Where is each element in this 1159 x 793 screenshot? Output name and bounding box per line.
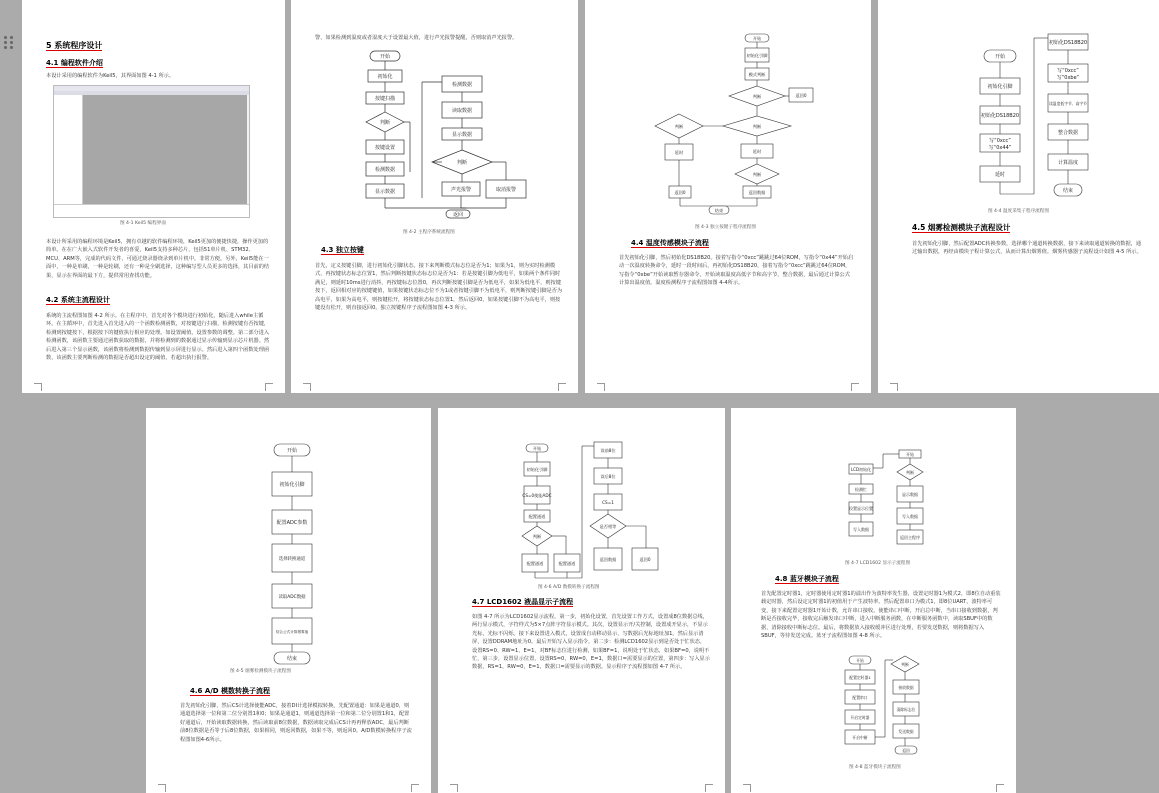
section-heading: 5 系统程序设计 xyxy=(46,41,103,50)
flowchart-label: 结合公式计算烟雾值 xyxy=(275,630,309,634)
subsection-heading: 4.3 独立按键 xyxy=(321,246,364,254)
flowchart-label: 写“0x44” xyxy=(988,145,1012,151)
page-6[interactable] xyxy=(438,408,725,793)
body-text: 首先配置定时器1，定时器使用定时器1的溢出作为波特率发生器，设置定时器1为模式2，即8位自动重装载定时器，然后设定定时器1的初值用于产生波特率。然后配置串口为模式1，即8位UART，波特率可变，接下来配置定时器1开始计数，允许串口接收。使能串口中断，开启总中断，当串口接收到数据，判断是否接收完毕，接收完后触发串口中断，进入中断服务函数，在中断服务函数中，读取SBUF中的数据，清除接收中断标志位。最后，将数据放入接收缓冲区进行处理，若要发送数据，则将数据写入SBUF，等待发送完成。蓝牙子流程图如图 4-8 所示。 xyxy=(761,591,1001,640)
key-flowchart xyxy=(655,30,815,216)
figure-caption: 图 4-6 A/D 数模转换子流程图 xyxy=(538,585,600,590)
flowchart-label: 写入数据 xyxy=(853,527,869,532)
flowchart-label: 延时 xyxy=(752,149,762,154)
flowchart-label: 返回0 xyxy=(795,93,807,98)
figure-caption: 图 4-3 独立按键子程序流程图 xyxy=(695,225,756,230)
flowchart-label: 读前8位 xyxy=(600,448,616,453)
flowchart-label: 初始化引脚 xyxy=(987,84,1013,90)
body-text: 首先初始化引脚，然后初始化DS18B20。接着写指令“0xcc”跳跳过64位ROM，写指令“0x44”开始启动一次温度转换命令，延时一段时间后，再初始化DS18B20，接着写指令“0xcc”跳跳过64位ROM，写指令“0xbe”开始读取暂存器命令，开始读取温度高低字节和高字节，整合数据，最后通过计算公式计算出温度值。温度检测程序子流程图如图 4-4所示。 xyxy=(619,255,854,287)
body-text: 首先，定义按键引脚，进行初始化引脚状态，接下来判断模式标志位是否为1；如果为1，则为实时检测模式，再按键状态标志位置1，然后判断按键状态标志位是否为1：若是按键引脚为低电平，如果两个条件同时满足，则延时10ms进行消抖，再按键标志位置0，再次判断按键引脚是否为低电平，如果为低电平，则按键按下，返回相对应的按键键值，如果按键状态标志位不为1或者按键引脚不为低电平，则判断按键引脚是否为高电平，如果为高电平，则按键松开，将按键状态标志位置1，然后返回0，如果按键引脚不为高电平，则按键没有松开，则直接返回0。独立按键程序子流程图如图 4-3 所示。 xyxy=(315,263,563,312)
flowchart-label: 写“0xcc” xyxy=(989,138,1011,144)
flowchart-label: 发送数据 xyxy=(898,729,914,734)
flowchart-label: 显示数据 xyxy=(902,492,918,497)
flowchart-label: 判断 xyxy=(752,124,762,129)
body-text: 如图 4-7 所示为LCD1602显示流程，第一步，初始化设置，首先设置工作方式，设置成8位数据总线，两行显示模式，字符样式为5×7点阵字符显示模式。其次，设置显示开/关控制，设置成开显示，不显示光标，光标不闪烁。接下来设置进入模式，设置成自动移动显示，写数据后光标地址加1。然后显示清屏，设置DDRAM地址为0。最后开始写入显示指令，第二步：检测LCD1602显示到是否处于忙状态，设置RS=0、RW=1、E=1，对BF标志位进行检测，如果BF=1，说明处于忙状态，如果BF=0，说明不忙，第三步，设置显示位置，设置RS=0，RW=0，E=1，数据口=需要显示的位置，第四步：写入显示数据，RS=1，RW=0，E=1，数据口=需要显示的数据。显示程序子流程图如图 4-7 所示。 xyxy=(472,614,710,671)
flowchart-label: 写“0xbe” xyxy=(1056,75,1080,81)
flowchart-label: 返回0 xyxy=(639,557,651,562)
flowchart-label: 结束 xyxy=(1062,188,1074,194)
flowchart-label: 显示数据 xyxy=(451,132,473,138)
subsection-heading: 4.5 烟雾检测模块子流程设计 xyxy=(912,223,1011,232)
flowchart-label: 判断 xyxy=(752,172,762,177)
flowchart-label: 开始 xyxy=(994,54,1006,60)
flowchart-label: 配置通道 xyxy=(528,514,546,519)
body-text: 系统的主流程图如图 4-2 所示。在主程序中，首先对各个模块进行初始化，随后进入while主循环。在主循环中，首先进入首先进入的一个函数检测函数，对按键进行扫描，检测按键有否按键，检测到按键按下，根据按下的键值执行相应的处理。如设置阈值，设置参数的调整。第二部分进入检测函数，该函数主要通过函数获取的数据，并将检测到的数据通过显示传输到显示芯片机器。然后进入第三个显示函数，该函数将检测到数据传输到显示屏进行显示。然后进入第四个函数处理函数，该函数主要判断检测的数据是否超出设定的阈值，若超出执行报警。 xyxy=(46,313,270,362)
flowchart-label: 开始 xyxy=(906,452,914,457)
flowchart-label: 结束 xyxy=(714,208,724,213)
drag-handle-icon[interactable] xyxy=(4,36,20,48)
adc-flowchart xyxy=(270,442,314,666)
flowchart-label: 声光报警 xyxy=(450,187,472,193)
body-text: 本设计所采用的编程环境是Keil5，拥有卓越的软件编程环境，Keil5更加的便捷快捷，操作更加的简单。在在广大嵌入式软件开发者的喜爱，Keil5支持多种芯片，包括51单片机、STM32、MCU、ARM等，完成的代码文件，可通过烧录器烧录到单片机中。非常方便。另外，Keil5能在一面中，一种是单刷，一种是轮刷，还有一种是全刷选择，这种编写型人员更多的选择，其目前的结果，显示在界面的最下方，提供常用查找功能。 xyxy=(46,239,270,279)
flowchart-label: 开始 xyxy=(286,448,298,454)
flowchart-label: 按键设置 xyxy=(374,145,396,151)
temp-flowchart xyxy=(978,34,1106,206)
flowchart-label: 判断 xyxy=(456,160,468,166)
lcd-flowchart xyxy=(843,450,925,562)
flowchart-label: 判断 xyxy=(752,94,762,99)
bluetooth-flowchart xyxy=(843,656,925,756)
subsection-heading: 4.2 系统主流程设计 xyxy=(46,296,110,304)
flowchart-label: 配置定时器1 xyxy=(849,675,871,680)
flowchart-label: CS=0使能ADC xyxy=(522,493,552,498)
flowchart-label: 初始化DS18B20 xyxy=(980,113,1020,119)
flowchart-label: 初始化引脚 xyxy=(746,53,768,58)
flowchart-label: 写“0xcc” xyxy=(1057,68,1079,74)
flowchart-label: 初始化 xyxy=(377,74,393,80)
flowchart-label: 显示数据 xyxy=(374,189,396,195)
flowchart-label: 取消报警 xyxy=(495,187,517,193)
flowchart-label: 按键扫描 xyxy=(374,96,396,102)
subsection-heading: 4.4 温度传感模块子流程 xyxy=(631,239,709,247)
flowchart-label: 选择转换通道 xyxy=(278,557,306,562)
flowchart-label: 返回 xyxy=(902,748,910,753)
flowchart-label: 配置ADC参数 xyxy=(276,520,308,526)
flowchart-label: 是否相等 xyxy=(599,524,617,529)
flowchart-label: 读取ADC数据 xyxy=(278,595,306,600)
figure-caption: 图 4-7 LCD1602 显示子流程图 xyxy=(845,561,911,566)
figure-caption: 图 4-5 烟雾检测模块子流程图 xyxy=(230,669,291,674)
body-text: 首先初始化引脚，然后CS计选择使能ADC，接着DI计选择模拟转换，先配置通道：如果是通道0，则通道选择第一位和第二位分别置1和0；如果是通道1，则通道选择第一位和第二位分别置1和1，配置好通道后，开始读取数据转换，然后读取前8位数据，数据读取完成后CS计再再释放ADC，最后判断前8位数据是否等于后8位数据，如果相同，则返回数据，如果不等，则返回0。A/D数模转换程序子流程图如图4-6所示。 xyxy=(180,703,412,743)
body-text: 警，如果检测到温度或者湿度大于设置最大值，进行声光报警提醒，否则取消声光报警。 xyxy=(315,35,518,41)
fc-start: 开始 xyxy=(379,54,391,60)
flowchart-label: 返回 xyxy=(452,212,464,218)
flowchart-label: 检测忙 xyxy=(855,487,867,492)
flowchart-label: 开始 xyxy=(856,658,864,663)
flowchart-label: 模式判断 xyxy=(748,72,766,77)
subsection-heading: 4.8 蓝牙模块子流程 xyxy=(775,575,839,583)
flowchart-label: 配置通道 xyxy=(526,561,544,566)
subsection-heading: 4.6 A/D 模数转换子流程 xyxy=(190,687,271,695)
flowchart-label: 检测数据 xyxy=(451,82,473,88)
figure-caption: 图 4-2 主程序系统流程图 xyxy=(403,230,455,235)
flowchart-label: 写入数据 xyxy=(902,514,918,519)
flowchart-label: 判断 xyxy=(674,124,684,129)
flowchart-label: 初始化引脚 xyxy=(279,482,305,488)
flowchart-label: 判断 xyxy=(901,662,909,667)
figure-caption: 图 4-4 温度采集子程序流程图 xyxy=(988,209,1049,214)
flowchart-label: 判断 xyxy=(379,120,391,126)
flowchart-label: 检测数据 xyxy=(374,167,396,173)
flowchart-label: 计算温度 xyxy=(1057,160,1079,166)
page-4[interactable] xyxy=(878,0,1159,393)
flowchart-label: 开始 xyxy=(752,36,762,41)
body-text: 首先初始化引脚，然后配置ADC转换参数，选择哪个通道转换数据，接下来读取通道转换的数据，通过输出数据，再经由模块子程计算公式，从而计算出烟雾值。烟雾传感器子流程设计如图 4-5 所示。 xyxy=(912,241,1142,256)
flowchart-label: CS=1 xyxy=(602,500,614,505)
figure-caption: 图 4-8 蓝牙模块子流程图 xyxy=(849,765,901,770)
page-3[interactable] xyxy=(585,0,871,393)
flowchart-label: 延时 xyxy=(994,172,1006,178)
flowchart-label: 开启中断 xyxy=(852,735,868,740)
flowchart-label: 开始 xyxy=(532,446,542,451)
flowchart-label: 整合数据 xyxy=(1057,130,1079,136)
page-2[interactable] xyxy=(291,0,578,393)
flowchart-label: 初始化引脚 xyxy=(526,467,548,472)
main-flowchart xyxy=(346,48,536,220)
flowchart-label: 返回0 xyxy=(674,190,686,195)
subsection-heading: 4.1 编程软件介绍 xyxy=(46,59,103,67)
flowchart-label: 结束 xyxy=(286,656,298,662)
flowchart-label: 判断 xyxy=(906,470,914,475)
flowchart-label: 返回数据 xyxy=(599,557,617,562)
figure-caption: 图 4-1 Keil5 编程界面 xyxy=(120,221,166,226)
flowchart-label: 清除标志位 xyxy=(896,707,916,712)
flowchart-label: 初始化DS18B20 xyxy=(1048,40,1088,46)
ad-flowchart xyxy=(520,442,660,582)
flowchart-label: 返回数据 xyxy=(748,190,766,195)
page-1[interactable] xyxy=(22,0,285,393)
flowchart-label: 延时 xyxy=(674,150,684,155)
flowchart-label: 设置显示位置 xyxy=(849,506,873,511)
flowchart-label: 配置通道 xyxy=(558,561,576,566)
flowchart-label: 接收数据 xyxy=(898,685,914,690)
page-7[interactable] xyxy=(731,408,1016,793)
flowchart-label: 配置串口 xyxy=(852,695,868,700)
body-text: 本设计采用的编程软件为Keil5，其界面如图 4-1 所示。 xyxy=(46,73,175,79)
subsection-heading: 4.7 LCD1602 液晶显示子流程 xyxy=(472,598,574,606)
keil-screenshot xyxy=(53,85,250,218)
flowchart-label: 读取数据 xyxy=(451,108,473,114)
flowchart-label: 开启定时器 xyxy=(850,715,870,720)
flowchart-label: 读温度低字节、高字节 xyxy=(1049,101,1087,106)
page-5[interactable] xyxy=(146,408,431,793)
flowchart-label: 判断 xyxy=(532,534,542,539)
flowchart-label: 读后8位 xyxy=(600,474,616,479)
flowchart-label: 返回主程序 xyxy=(900,535,920,540)
flowchart-label: LCD初始化 xyxy=(850,467,872,472)
